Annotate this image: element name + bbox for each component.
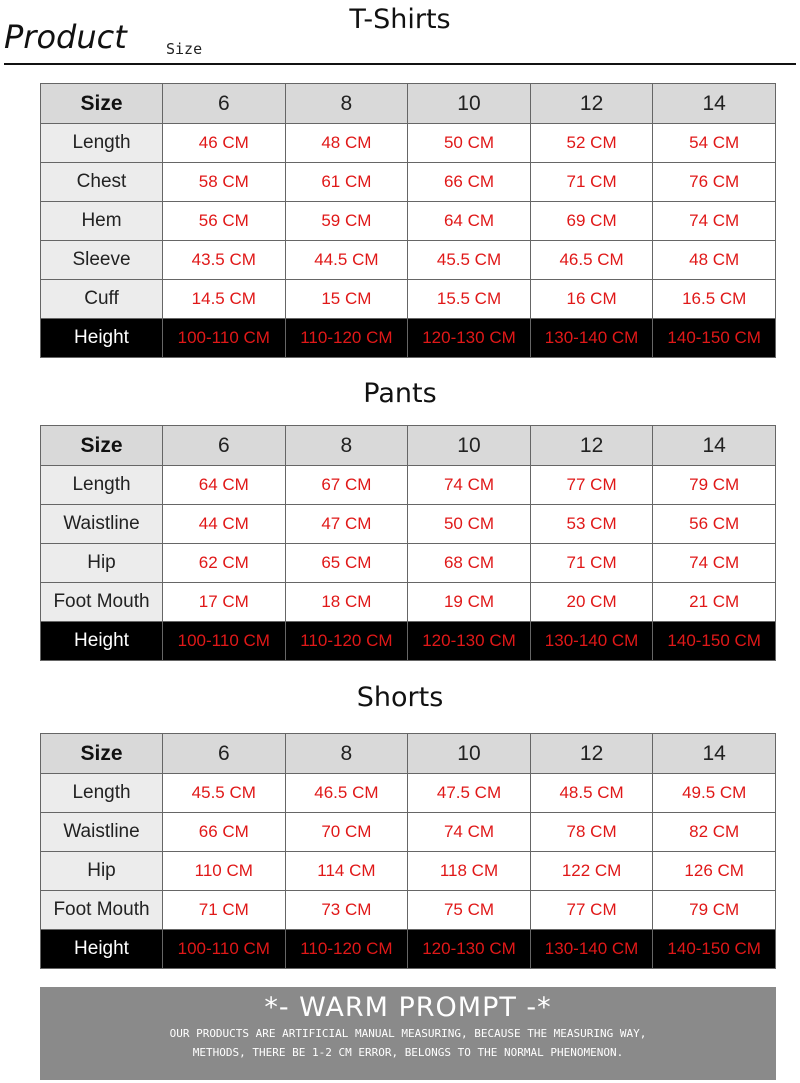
cell-value: 46 CM bbox=[163, 124, 286, 163]
cell-value: 82 CM bbox=[653, 813, 776, 852]
size-col-12: 12 bbox=[530, 84, 653, 124]
size-col-6: 6 bbox=[163, 426, 286, 466]
cell-value: 100-110 CM bbox=[163, 930, 286, 969]
cell-value: 46.5 CM bbox=[530, 241, 653, 280]
table-header-row bbox=[41, 426, 776, 466]
size-col-10: 10 bbox=[408, 734, 531, 774]
cell-value: 77 CM bbox=[530, 466, 653, 505]
tshirts-size-table bbox=[40, 83, 776, 358]
cell-value: 48 CM bbox=[653, 241, 776, 280]
cell-value: 50 CM bbox=[408, 505, 531, 544]
header-product-title: Product bbox=[4, 18, 127, 56]
table-header-row bbox=[41, 84, 776, 124]
cell-value: 76 CM bbox=[653, 163, 776, 202]
size-col-8: 8 bbox=[285, 84, 408, 124]
cell-value: 52 CM bbox=[530, 124, 653, 163]
size-header: Size bbox=[41, 734, 163, 774]
cell-value: 44 CM bbox=[163, 505, 286, 544]
cell-value: 74 CM bbox=[653, 202, 776, 241]
cell-value: 118 CM bbox=[408, 852, 531, 891]
cell-value: 74 CM bbox=[408, 813, 531, 852]
cell-value: 100-110 CM bbox=[163, 319, 286, 358]
size-col-8: 8 bbox=[285, 426, 408, 466]
cell-value: 122 CM bbox=[530, 852, 653, 891]
cell-value: 50 CM bbox=[408, 124, 531, 163]
cell-value: 120-130 CM bbox=[408, 319, 531, 358]
height-row bbox=[41, 622, 776, 661]
row-label: Foot Mouth bbox=[41, 891, 163, 930]
table-row bbox=[41, 774, 776, 813]
table-row bbox=[41, 202, 776, 241]
table-row bbox=[41, 163, 776, 202]
cell-value: 130-140 CM bbox=[530, 319, 653, 358]
cell-value: 47.5 CM bbox=[408, 774, 531, 813]
row-label: Hip bbox=[41, 544, 163, 583]
table-row bbox=[41, 852, 776, 891]
row-label: Height bbox=[41, 622, 163, 661]
cell-value: 79 CM bbox=[653, 466, 776, 505]
header-divider bbox=[4, 63, 796, 65]
cell-value: 64 CM bbox=[163, 466, 286, 505]
cell-value: 130-140 CM bbox=[530, 622, 653, 661]
cell-value: 78 CM bbox=[530, 813, 653, 852]
cell-value: 58 CM bbox=[163, 163, 286, 202]
row-label: Height bbox=[41, 930, 163, 969]
cell-value: 73 CM bbox=[285, 891, 408, 930]
cell-value: 17 CM bbox=[163, 583, 286, 622]
cell-value: 47 CM bbox=[285, 505, 408, 544]
table-row bbox=[41, 505, 776, 544]
row-label: Waistline bbox=[41, 813, 163, 852]
cell-value: 71 CM bbox=[163, 891, 286, 930]
cell-value: 69 CM bbox=[530, 202, 653, 241]
size-col-6: 6 bbox=[163, 734, 286, 774]
cell-value: 100-110 CM bbox=[163, 622, 286, 661]
table-row bbox=[41, 241, 776, 280]
height-row bbox=[41, 319, 776, 358]
cell-value: 53 CM bbox=[530, 505, 653, 544]
row-label: Foot Mouth bbox=[41, 583, 163, 622]
row-label: Sleeve bbox=[41, 241, 163, 280]
cell-value: 48 CM bbox=[285, 124, 408, 163]
size-col-8: 8 bbox=[285, 734, 408, 774]
cell-value: 56 CM bbox=[653, 505, 776, 544]
cell-value: 126 CM bbox=[653, 852, 776, 891]
row-label: Cuff bbox=[41, 280, 163, 319]
cell-value: 16 CM bbox=[530, 280, 653, 319]
size-col-12: 12 bbox=[530, 426, 653, 466]
row-label: Length bbox=[41, 774, 163, 813]
cell-value: 45.5 CM bbox=[408, 241, 531, 280]
table-row bbox=[41, 280, 776, 319]
size-col-12: 12 bbox=[530, 734, 653, 774]
cell-value: 130-140 CM bbox=[530, 930, 653, 969]
size-header: Size bbox=[41, 84, 163, 124]
cell-value: 68 CM bbox=[408, 544, 531, 583]
row-label: Waistline bbox=[41, 505, 163, 544]
cell-value: 49.5 CM bbox=[653, 774, 776, 813]
cell-value: 120-130 CM bbox=[408, 622, 531, 661]
cell-value: 67 CM bbox=[285, 466, 408, 505]
cell-value: 110-120 CM bbox=[285, 622, 408, 661]
size-col-14: 14 bbox=[653, 84, 776, 124]
row-label: Hip bbox=[41, 852, 163, 891]
cell-value: 45.5 CM bbox=[163, 774, 286, 813]
cell-value: 16.5 CM bbox=[653, 280, 776, 319]
cell-value: 140-150 CM bbox=[653, 930, 776, 969]
pants-title: Pants bbox=[363, 378, 437, 409]
cell-value: 44.5 CM bbox=[285, 241, 408, 280]
cell-value: 54 CM bbox=[653, 124, 776, 163]
table-row bbox=[41, 891, 776, 930]
cell-value: 43.5 CM bbox=[163, 241, 286, 280]
cell-value: 15.5 CM bbox=[408, 280, 531, 319]
cell-value: 114 CM bbox=[285, 852, 408, 891]
size-col-10: 10 bbox=[408, 426, 531, 466]
cell-value: 110-120 CM bbox=[285, 319, 408, 358]
height-row bbox=[41, 930, 776, 969]
cell-value: 140-150 CM bbox=[653, 319, 776, 358]
cell-value: 120-130 CM bbox=[408, 930, 531, 969]
cell-value: 62 CM bbox=[163, 544, 286, 583]
row-label: Length bbox=[41, 124, 163, 163]
cell-value: 66 CM bbox=[163, 813, 286, 852]
shorts-size-table bbox=[40, 733, 776, 969]
cell-value: 110-120 CM bbox=[285, 930, 408, 969]
table-header-row bbox=[41, 734, 776, 774]
table-row bbox=[41, 813, 776, 852]
table-row bbox=[41, 544, 776, 583]
cell-value: 65 CM bbox=[285, 544, 408, 583]
cell-value: 15 CM bbox=[285, 280, 408, 319]
cell-value: 14.5 CM bbox=[163, 280, 286, 319]
warm-prompt-line-1: OUR PRODUCTS ARE ARTIFICIAL MANUAL MEASURING, BECAUSE THE MEASURING WAY, bbox=[169, 1027, 647, 1040]
row-label: Height bbox=[41, 319, 163, 358]
tshirts-title: T-Shirts bbox=[349, 4, 451, 35]
cell-value: 71 CM bbox=[530, 544, 653, 583]
warm-prompt-banner bbox=[40, 987, 776, 1080]
table-row bbox=[41, 583, 776, 622]
cell-value: 74 CM bbox=[653, 544, 776, 583]
row-label: Chest bbox=[41, 163, 163, 202]
row-label: Length bbox=[41, 466, 163, 505]
cell-value: 21 CM bbox=[653, 583, 776, 622]
size-col-6: 6 bbox=[163, 84, 286, 124]
table-row bbox=[41, 124, 776, 163]
pants-size-table bbox=[40, 425, 776, 661]
cell-value: 19 CM bbox=[408, 583, 531, 622]
cell-value: 77 CM bbox=[530, 891, 653, 930]
header-size-label: Size bbox=[166, 40, 203, 58]
cell-value: 46.5 CM bbox=[285, 774, 408, 813]
size-col-14: 14 bbox=[653, 734, 776, 774]
size-col-10: 10 bbox=[408, 84, 531, 124]
cell-value: 59 CM bbox=[285, 202, 408, 241]
cell-value: 79 CM bbox=[653, 891, 776, 930]
cell-value: 75 CM bbox=[408, 891, 531, 930]
cell-value: 110 CM bbox=[163, 852, 286, 891]
cell-value: 71 CM bbox=[530, 163, 653, 202]
cell-value: 70 CM bbox=[285, 813, 408, 852]
cell-value: 48.5 CM bbox=[530, 774, 653, 813]
cell-value: 20 CM bbox=[530, 583, 653, 622]
shorts-title: Shorts bbox=[356, 682, 444, 713]
table-row bbox=[41, 466, 776, 505]
warm-prompt-line-2: METHODS, THERE BE 1-2 CM ERROR, BELONGS TO THE NORMAL PHENOMENON. bbox=[192, 1046, 624, 1059]
cell-value: 66 CM bbox=[408, 163, 531, 202]
cell-value: 140-150 CM bbox=[653, 622, 776, 661]
cell-value: 74 CM bbox=[408, 466, 531, 505]
warm-prompt-title: *- WARM PROMPT -* bbox=[264, 992, 552, 1023]
size-col-14: 14 bbox=[653, 426, 776, 466]
size-header: Size bbox=[41, 426, 163, 466]
row-label: Hem bbox=[41, 202, 163, 241]
cell-value: 56 CM bbox=[163, 202, 286, 241]
cell-value: 64 CM bbox=[408, 202, 531, 241]
cell-value: 61 CM bbox=[285, 163, 408, 202]
cell-value: 18 CM bbox=[285, 583, 408, 622]
